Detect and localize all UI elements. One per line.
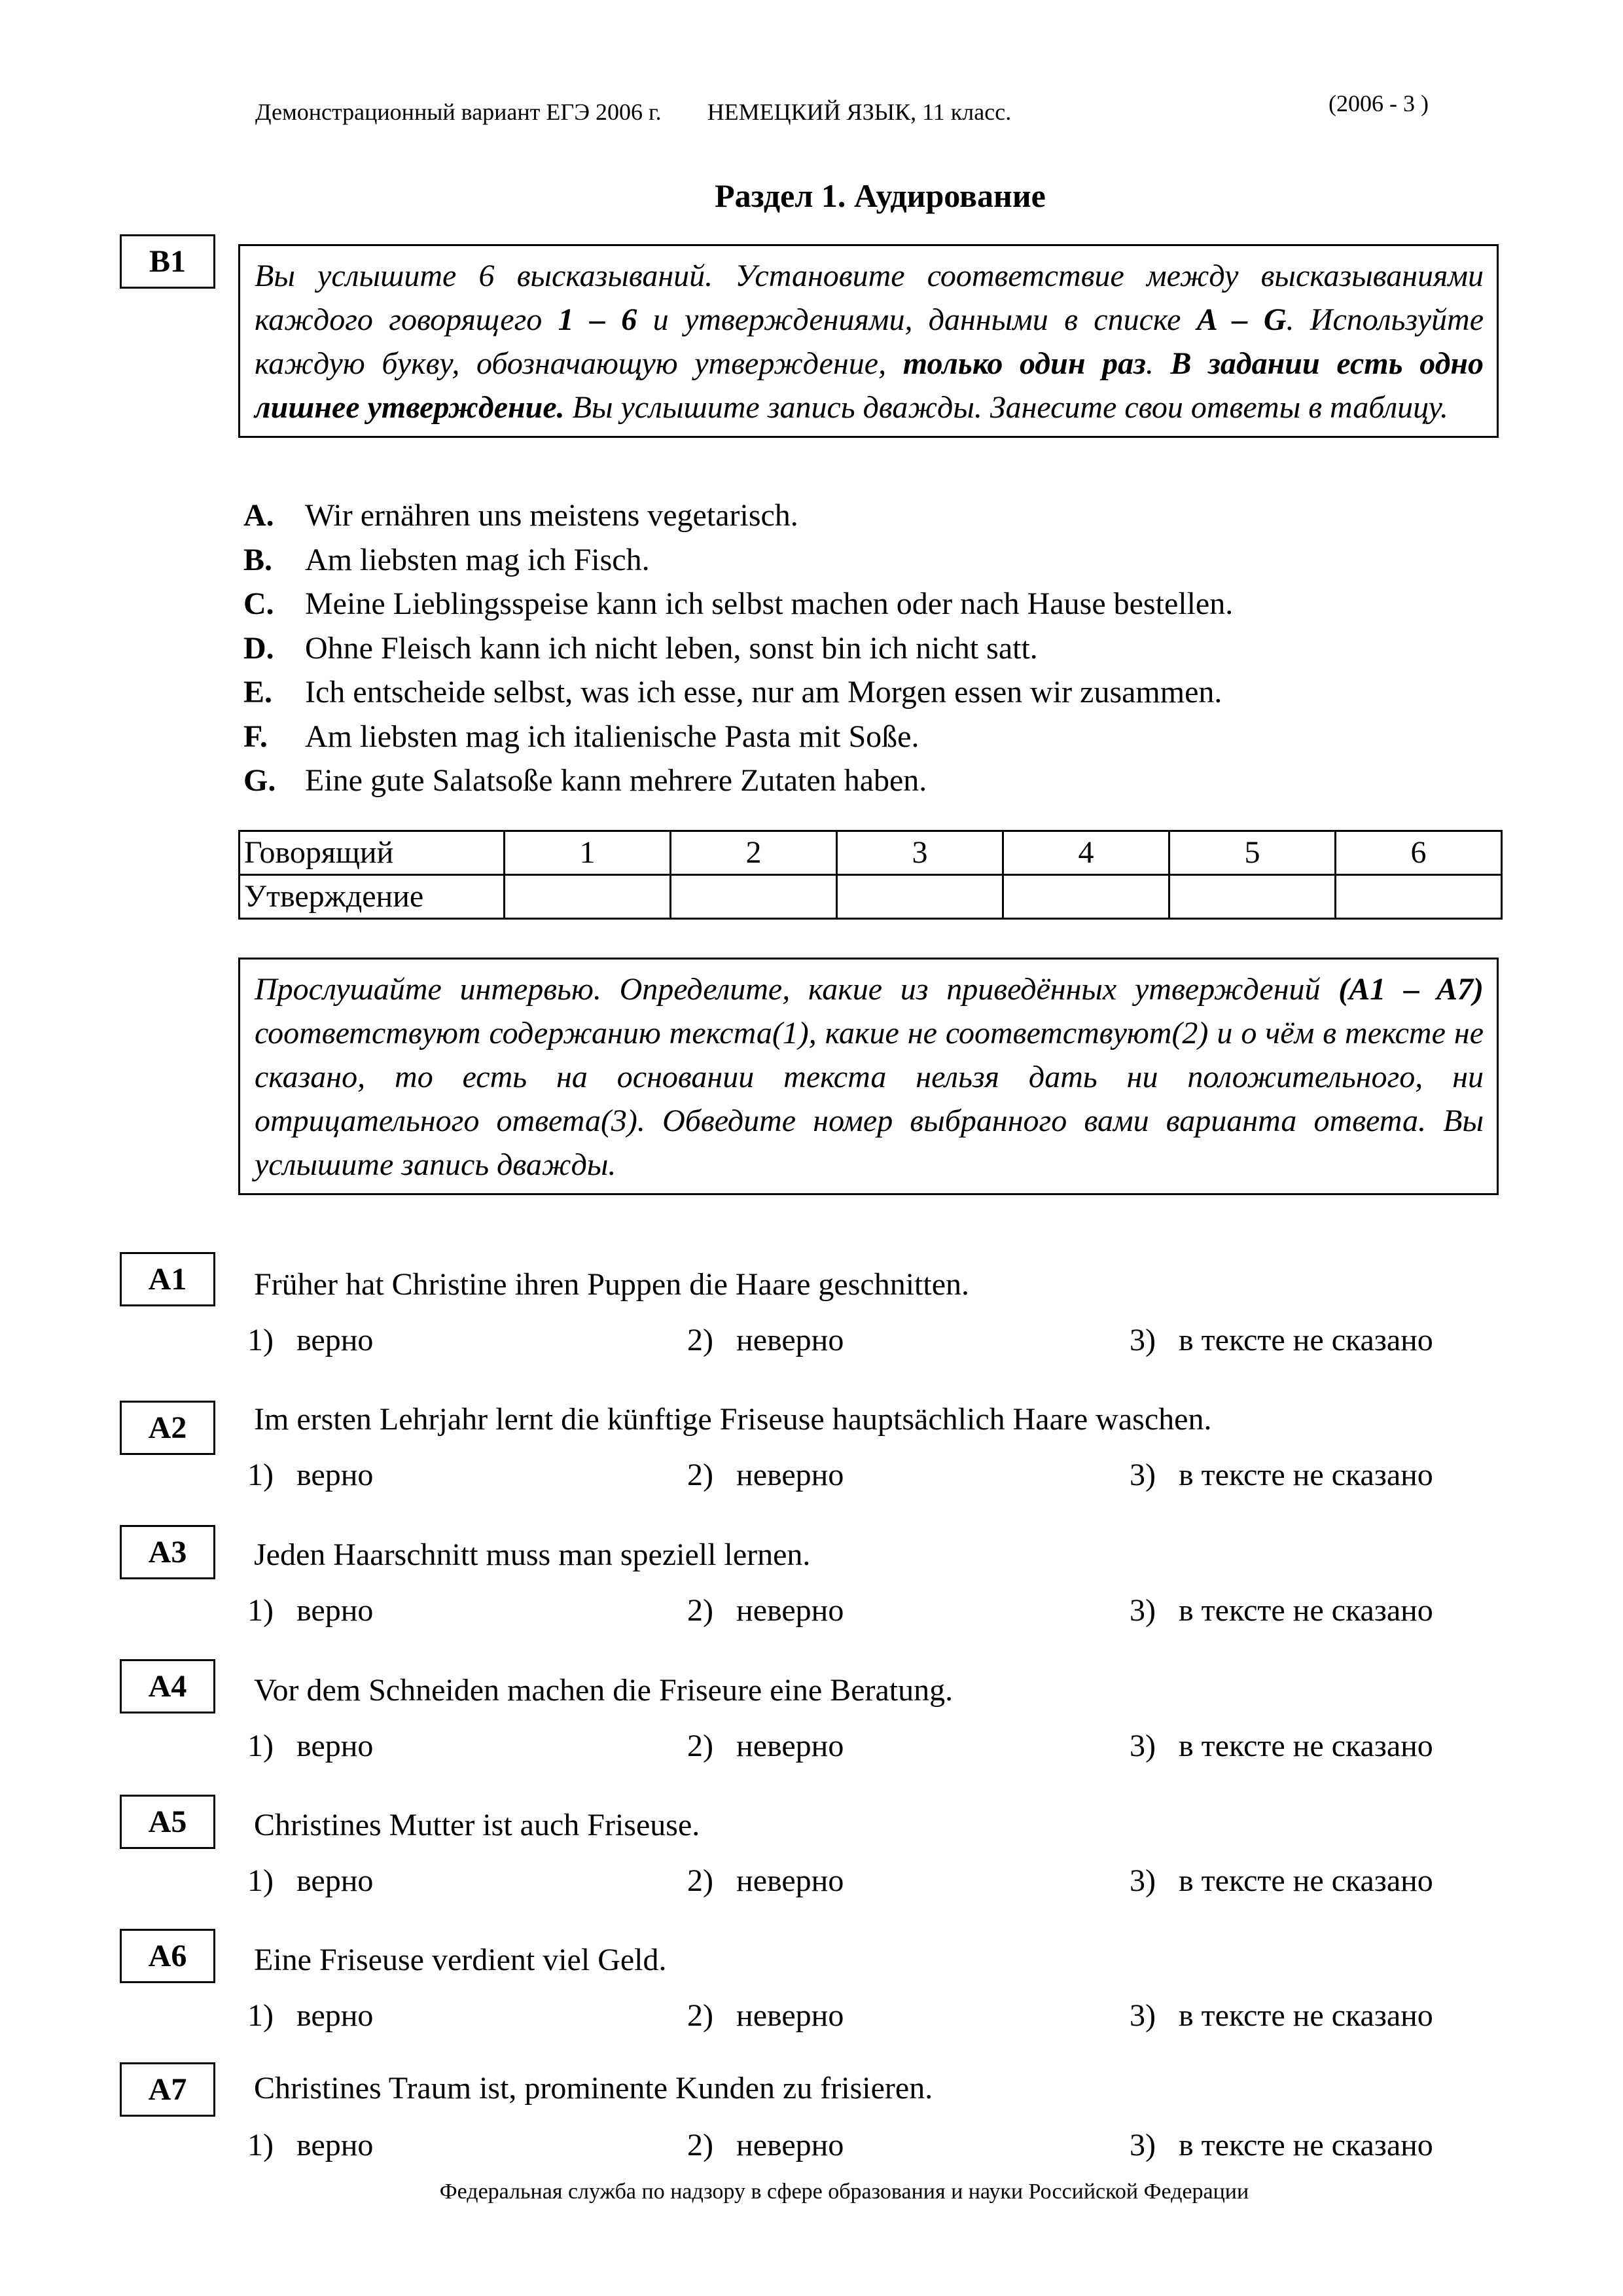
task-label-b1: B1 bbox=[120, 234, 215, 289]
page-footer: Федеральная служба по надзору в сфере образования и науки Российской Федерации bbox=[439, 2179, 1249, 2204]
answer-cell[interactable] bbox=[505, 875, 671, 919]
option-true[interactable]: 1) верно bbox=[247, 1323, 374, 1357]
statement-item: B. Am liebsten mag ich Fisch. bbox=[243, 542, 650, 577]
question-text: Christines Mutter ist auch Friseuse. bbox=[254, 1808, 700, 1842]
page-code: (2006 - 3 ) bbox=[1329, 90, 1429, 117]
option-false[interactable]: 2) неверно bbox=[687, 1593, 844, 1628]
table-row-speakers bbox=[240, 831, 1502, 875]
section-title: Раздел 1. Аудирование bbox=[715, 177, 1046, 214]
table-header-speaker: Говорящий bbox=[240, 831, 505, 875]
option-true[interactable]: 1) верно bbox=[247, 1593, 374, 1628]
question-text: Vor dem Schneiden machen die Friseure eine Beratung. bbox=[254, 1673, 954, 1708]
statement-item: F. Am liebsten mag ich italienische Pasta mit Soße. bbox=[243, 719, 919, 754]
answer-cell[interactable] bbox=[1003, 875, 1169, 919]
answer-cell[interactable] bbox=[1169, 875, 1336, 919]
task-label-a6: A6 bbox=[120, 1929, 215, 1983]
question-text: Im ersten Lehrjahr lernt die künftige Friseuse hauptsächlich Haare waschen. bbox=[254, 1402, 1212, 1437]
speaker-number: 3 bbox=[837, 831, 1003, 875]
option-true[interactable]: 1) верно bbox=[247, 2128, 374, 2162]
answer-cell[interactable] bbox=[671, 875, 837, 919]
task-label-a5: A5 bbox=[120, 1795, 215, 1849]
speaker-number: 2 bbox=[671, 831, 837, 875]
task-label-a1: A1 bbox=[120, 1252, 215, 1306]
header-subject: НЕМЕЦКИЙ ЯЗЫК, 11 класс. bbox=[707, 99, 1012, 125]
task-label-a3: A3 bbox=[120, 1525, 215, 1579]
b1-instruction-box: Вы услышите 6 высказываний. Установите соответствие между высказываниями каждого говорящего 1 – 6 и утверждениями, данными в списке A – G. Используйте каждую букву, обозначающую утверждение, только один раз. В задании есть одно лишнее утверждение. Вы услышите запись дважды. Занесите свои ответы в таблицу. bbox=[238, 244, 1499, 438]
listening-instruction-box: Прослушайте интервью. Определите, какие из приведённых утверждений (A1 – A7) соответствуют содержанию текста(1), какие не соответствуют(2) и о чём в тексте не сказано, то есть на основании текста нельзя дать ни положительного, ни отрицательного ответа(3). Обведите номер выбранного вами варианта ответа. Вы услышите запись дважды. bbox=[238, 958, 1499, 1195]
table-header-statement: Утверждение bbox=[240, 875, 505, 919]
page-header bbox=[255, 98, 1011, 126]
task-label-a7: A7 bbox=[120, 2062, 215, 2117]
answer-cell[interactable] bbox=[1336, 875, 1502, 919]
option-false[interactable]: 2) неверно bbox=[687, 1998, 844, 2033]
option-false[interactable]: 2) неверно bbox=[687, 2128, 844, 2162]
statement-list bbox=[243, 493, 1233, 803]
option-not-stated[interactable]: 3) в тексте не сказано bbox=[1130, 1458, 1433, 1492]
statement-item: D. Ohne Fleisch kann ich nicht leben, sonst bin ich nicht satt. bbox=[243, 630, 1038, 666]
option-not-stated[interactable]: 3) в тексте не сказано bbox=[1130, 1323, 1433, 1357]
option-not-stated[interactable]: 3) в тексте не сказано bbox=[1130, 2128, 1433, 2162]
speaker-number: 5 bbox=[1169, 831, 1336, 875]
question-text: Eine Friseuse verdient viel Geld. bbox=[254, 1943, 667, 1977]
option-true[interactable]: 1) верно bbox=[247, 1863, 374, 1898]
option-true[interactable]: 1) верно bbox=[247, 1998, 374, 2033]
option-false[interactable]: 2) неверно bbox=[687, 1863, 844, 1898]
statement-item: C. Meine Lieblingsspeise kann ich selbst machen oder nach Hause bestellen. bbox=[243, 586, 1234, 621]
statement-item: G. Eine gute Salatsoße kann mehrere Zutaten haben. bbox=[243, 763, 927, 798]
question-text: Christines Traum ist, prominente Kunden zu frisieren. bbox=[254, 2071, 933, 2106]
option-not-stated[interactable]: 3) в тексте не сказано bbox=[1130, 1729, 1433, 1763]
option-true[interactable]: 1) верно bbox=[247, 1729, 374, 1763]
option-not-stated[interactable]: 3) в тексте не сказано bbox=[1130, 1863, 1433, 1898]
option-true[interactable]: 1) верно bbox=[247, 1458, 374, 1492]
speaker-number: 1 bbox=[505, 831, 671, 875]
question-text: Jeden Haarschnitt muss man speziell lernen. bbox=[254, 1537, 811, 1572]
statement-item: A. Wir ernähren uns meistens vegetarisch. bbox=[243, 498, 798, 533]
speaker-number: 4 bbox=[1003, 831, 1169, 875]
option-not-stated[interactable]: 3) в тексте не сказано bbox=[1130, 1593, 1433, 1628]
option-false[interactable]: 2) неверно bbox=[687, 1458, 844, 1492]
option-false[interactable]: 2) неверно bbox=[687, 1729, 844, 1763]
speaker-number: 6 bbox=[1336, 831, 1502, 875]
b1-answer-table bbox=[238, 830, 1503, 920]
option-false[interactable]: 2) неверно bbox=[687, 1323, 844, 1357]
statement-item: E. Ich entscheide selbst, was ich esse, nur am Morgen essen wir zusammen. bbox=[243, 675, 1222, 709]
option-not-stated[interactable]: 3) в тексте не сказано bbox=[1130, 1998, 1433, 2033]
question-text: Früher hat Christine ihren Puppen die Haare geschnitten. bbox=[254, 1267, 970, 1302]
task-label-a4: A4 bbox=[120, 1659, 215, 1713]
header-title: Демонстрационный вариант ЕГЭ 2006 г. bbox=[255, 99, 662, 125]
task-label-a2: A2 bbox=[120, 1401, 215, 1455]
table-row-statements bbox=[240, 875, 1502, 919]
answer-cell[interactable] bbox=[837, 875, 1003, 919]
